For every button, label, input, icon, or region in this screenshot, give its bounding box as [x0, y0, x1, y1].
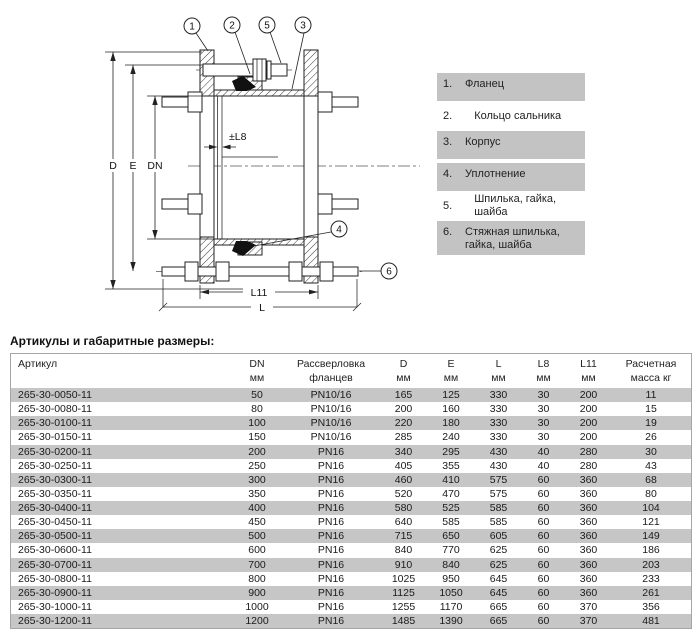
table-cell: 1000 — [245, 600, 269, 613]
table-cell: 80 — [251, 403, 263, 416]
table-cell: 650 — [442, 530, 460, 543]
column-header-drilling — [281, 354, 381, 388]
table-row — [11, 501, 691, 515]
table-cell: 700 — [248, 558, 266, 571]
table-row — [11, 586, 691, 600]
table-cell: 60 — [537, 600, 550, 613]
table-cell: 330 — [489, 431, 508, 444]
table-row — [11, 572, 691, 586]
legend-item-flange — [437, 73, 585, 101]
table-cell: 265-30-0200-11 — [18, 445, 92, 458]
table-cell: 665 — [489, 615, 508, 628]
column-header-line1: Расчетная — [625, 358, 677, 370]
table-cell: 470 — [442, 487, 460, 500]
table-cell: 280 — [579, 459, 598, 472]
table-cell: 500 — [248, 530, 266, 543]
table-cell: 1025 — [391, 572, 416, 585]
table-cell: 200 — [248, 445, 266, 458]
table-cell: 280 — [579, 445, 598, 458]
table-cell: 60 — [537, 586, 550, 599]
table-cell: 585 — [489, 516, 508, 529]
table-cell: 60 — [537, 487, 550, 500]
table-cell: 585 — [442, 516, 460, 529]
table-cell: 60 — [537, 502, 550, 515]
table-row — [11, 445, 691, 459]
table-cell: 11 — [645, 389, 657, 402]
column-header-l8 — [521, 354, 566, 388]
table-cell: 625 — [489, 558, 508, 571]
table-cell: 330 — [489, 389, 508, 402]
column-header-line2: мм — [443, 372, 459, 384]
spec-table — [10, 353, 692, 629]
table-cell: 481 — [642, 615, 660, 628]
table-row — [11, 487, 691, 501]
table-row — [11, 459, 691, 473]
table-cell: PN16 — [317, 459, 345, 472]
table-cell: 360 — [579, 530, 598, 543]
table-cell: PN16 — [317, 473, 345, 486]
table-cell: 200 — [394, 403, 413, 416]
table-cell: 150 — [248, 431, 266, 444]
table-cell: 360 — [579, 558, 598, 571]
table-cell: 50 — [251, 389, 263, 402]
table-cell: 645 — [489, 572, 508, 585]
table-cell: 265-30-1200-11 — [18, 615, 92, 628]
callout-1 — [184, 18, 208, 51]
dim-label-L11: L11 — [250, 287, 268, 299]
table-cell: 585 — [489, 502, 508, 515]
legend-item-number: 1. — [443, 78, 453, 90]
table-cell: 265-30-0700-11 — [18, 558, 92, 571]
column-header-line1: E — [447, 358, 455, 370]
dim-label-D: D — [109, 160, 117, 172]
table-cell: 15 — [645, 403, 657, 416]
table-cell: 265-30-1000-11 — [18, 600, 92, 613]
table-cell: 360 — [579, 586, 598, 599]
column-header-line2: мм — [581, 372, 596, 384]
column-header-line1: L — [495, 358, 502, 370]
table-cell: 30 — [537, 389, 550, 402]
table-cell: 600 — [248, 544, 266, 557]
table-cell: 265-30-0350-11 — [18, 487, 92, 500]
legend-item-label: Стяжная шпилька, гайка, шайба — [465, 226, 560, 251]
parts-legend — [437, 0, 585, 330]
table-cell: 360 — [579, 502, 598, 515]
column-header-line1: Артикул — [18, 358, 58, 370]
table-cell: PN16 — [317, 572, 345, 585]
table-cell: 104 — [642, 502, 660, 515]
table-cell: 665 — [489, 600, 508, 613]
table-cell: 220 — [394, 417, 413, 430]
legend-item-tie-rod — [437, 221, 585, 255]
legend-item-number: 3. — [443, 136, 453, 148]
table-cell: 1390 — [439, 615, 463, 628]
callout-2-number: 2 — [229, 20, 235, 32]
dim-label-E: E — [129, 160, 137, 172]
table-cell: PN16 — [317, 445, 345, 458]
legend-item-label: Кольцо сальника — [474, 109, 562, 122]
column-header-line2: мм — [249, 372, 265, 384]
column-header-line2: масса кг — [630, 372, 672, 384]
table-cell: 840 — [394, 544, 413, 557]
flange-right — [304, 50, 318, 283]
table-cell: 265-30-0050-11 — [18, 389, 92, 402]
table-cell: 160 — [442, 403, 460, 416]
table-cell: PN10/16 — [310, 389, 352, 402]
table-row — [11, 515, 691, 529]
table-cell: 265-30-0600-11 — [18, 544, 92, 557]
table-cell: PN16 — [317, 530, 345, 543]
table-cell: 149 — [642, 530, 660, 543]
legend-item-body — [437, 131, 585, 159]
table-cell: 900 — [248, 586, 266, 599]
table-cell: 450 — [248, 516, 266, 529]
table-cell: 30 — [537, 403, 550, 416]
table-cell: 350 — [248, 487, 266, 500]
table-cell: 180 — [442, 417, 460, 430]
table-row — [11, 416, 691, 430]
table-header — [11, 354, 691, 388]
column-header-dn — [233, 354, 281, 388]
table-cell: PN10/16 — [310, 403, 352, 416]
table-cell: 1170 — [439, 600, 463, 613]
legend-item-stud — [437, 191, 585, 221]
column-header-e — [426, 354, 476, 388]
column-header-line1: DN — [249, 358, 265, 370]
column-header-line1: L11 — [580, 358, 597, 370]
column-header-line1: D — [399, 358, 408, 370]
table-cell: 125 — [442, 389, 460, 402]
column-header-line1: L8 — [537, 358, 550, 370]
legend-item-label: Корпус — [465, 136, 501, 148]
table-cell: 26 — [645, 431, 657, 444]
table-cell: 200 — [579, 417, 598, 430]
table-cell: 430 — [489, 459, 508, 472]
table-cell: 285 — [394, 431, 413, 444]
callout-4-number: 4 — [336, 224, 342, 236]
table-cell: 200 — [579, 389, 598, 402]
table-row — [11, 402, 691, 416]
column-header-line2: мм — [491, 372, 506, 384]
table-cell: 200 — [579, 403, 598, 416]
flange-studs — [162, 92, 358, 214]
column-header-l — [476, 354, 521, 388]
table-cell: 186 — [642, 544, 660, 557]
table-cell: 340 — [394, 445, 413, 458]
table-cell: 295 — [442, 445, 460, 458]
column-header-line2: мм — [536, 372, 551, 384]
table-cell: 43 — [645, 459, 657, 472]
table-cell: 250 — [248, 459, 266, 472]
table-cell: 910 — [394, 558, 413, 571]
table-cell: 300 — [248, 473, 266, 486]
tie-rod — [162, 262, 358, 281]
column-header-mass — [611, 354, 691, 388]
table-cell: PN16 — [317, 487, 345, 500]
column-header-line2: фланцев — [309, 372, 353, 384]
table-cell: 60 — [537, 473, 550, 486]
table-cell: 360 — [579, 544, 598, 557]
column-header-line2: мм — [396, 372, 411, 384]
table-cell: 60 — [537, 516, 550, 529]
table-cell: 60 — [537, 558, 550, 571]
table-cell: 1050 — [439, 586, 463, 599]
table-cell: 30 — [537, 417, 550, 430]
legend-item-number: 4. — [443, 168, 453, 180]
table-cell: 360 — [579, 516, 598, 529]
table-cell: 265-30-0900-11 — [18, 586, 92, 599]
table-cell: 30 — [537, 431, 550, 444]
table-cell: 370 — [579, 615, 598, 628]
table-cell: 580 — [394, 502, 413, 515]
table-title: Артикулы и габаритные размеры: — [10, 334, 215, 348]
table-cell: 400 — [248, 502, 266, 515]
table-cell: 1200 — [245, 615, 269, 628]
legend-item-gland-ring — [437, 101, 585, 131]
table-cell: PN16 — [317, 586, 345, 599]
table-cell: 1255 — [391, 600, 416, 613]
table-cell: 30 — [645, 445, 657, 458]
table-cell: 60 — [537, 530, 550, 543]
table-row — [11, 388, 691, 402]
table-cell: 950 — [442, 572, 460, 585]
callout-5-number: 5 — [264, 20, 270, 32]
legend-item-label: Уплотнение — [465, 168, 526, 180]
table-cell: PN16 — [317, 502, 345, 515]
flange-left — [200, 50, 214, 283]
column-header-line1: Рассверловка — [296, 358, 366, 370]
column-header-l11 — [566, 354, 611, 388]
legend-item-number: 6. — [443, 226, 453, 238]
table-cell: 80 — [645, 487, 657, 500]
table-cell: 360 — [579, 572, 598, 585]
table-row — [11, 529, 691, 543]
table-cell: 100 — [248, 417, 266, 430]
legend-item-number: 5. — [443, 200, 453, 212]
table-cell: 410 — [442, 473, 460, 486]
table-cell: 40 — [537, 459, 550, 472]
table-cell: 575 — [489, 473, 508, 486]
table-cell: 645 — [489, 586, 508, 599]
table-cell: 800 — [248, 572, 266, 585]
table-cell: 370 — [579, 600, 598, 613]
legend-item-seal — [437, 163, 585, 191]
table-cell: 60 — [537, 544, 550, 557]
table-cell: 330 — [489, 417, 508, 430]
table-cell: 520 — [394, 487, 413, 500]
table-cell: 715 — [394, 530, 413, 543]
table-cell: PN10/16 — [310, 431, 352, 444]
table-cell: 265-30-0800-11 — [18, 572, 92, 585]
table-cell: 405 — [394, 459, 413, 472]
table-cell: 265-30-0100-11 — [18, 417, 92, 430]
callout-1-number: 1 — [189, 21, 195, 33]
dim-label-L: L — [259, 302, 265, 314]
table-cell: PN16 — [317, 600, 345, 613]
table-cell: 60 — [537, 615, 550, 628]
table-cell: 60 — [537, 572, 550, 585]
table-cell: PN16 — [317, 558, 345, 571]
dim-label-L8: ±L8 — [229, 131, 247, 143]
table-cell: 240 — [442, 431, 460, 444]
table-row — [11, 430, 691, 444]
table-cell: 460 — [394, 473, 413, 486]
table-cell: 355 — [442, 459, 460, 472]
table-cell: 625 — [489, 544, 508, 557]
table-cell: 770 — [442, 544, 460, 557]
table-cell: 200 — [579, 431, 598, 444]
table-row — [11, 600, 691, 614]
table-cell: 121 — [642, 516, 660, 529]
callout-3-number: 3 — [300, 20, 306, 32]
table-cell: 265-30-0150-11 — [18, 431, 92, 444]
table-cell: 265-30-0080-11 — [18, 403, 92, 416]
table-row — [11, 543, 691, 557]
table-cell: 19 — [645, 417, 657, 430]
dimension-L11 — [200, 285, 318, 299]
table-cell: 605 — [489, 530, 508, 543]
table-cell: 265-30-0300-11 — [18, 473, 92, 486]
callout-5 — [259, 17, 281, 63]
table-row — [11, 614, 691, 628]
table-cell: 233 — [642, 572, 660, 585]
table-cell: 360 — [579, 487, 598, 500]
gland-seal-bottom — [232, 241, 262, 256]
table-cell: 1125 — [392, 586, 415, 599]
column-header-article — [11, 354, 233, 388]
table-cell: 265-30-0400-11 — [18, 502, 92, 515]
table-cell: 360 — [579, 473, 598, 486]
column-header-d — [381, 354, 426, 388]
table-cell: 165 — [394, 389, 413, 402]
table-cell: PN16 — [317, 615, 345, 628]
table-cell: PN10/16 — [310, 417, 352, 430]
table-cell: 203 — [642, 558, 660, 571]
table-cell: 356 — [642, 600, 660, 613]
table-cell: 265-30-0250-11 — [18, 459, 92, 472]
table-row — [11, 473, 691, 487]
table-cell: 261 — [642, 586, 660, 599]
callout-6 — [359, 263, 397, 279]
table-cell: PN16 — [317, 516, 345, 529]
table-cell: 640 — [394, 516, 413, 529]
legend-item-label: Шпилька, гайка, шайба — [474, 193, 557, 218]
callout-6-number: 6 — [386, 266, 392, 278]
table-cell: 430 — [489, 445, 508, 458]
table-cell: 1485 — [391, 615, 416, 628]
table-body — [11, 388, 691, 628]
table-row — [11, 558, 691, 572]
table-cell: 265-30-0500-11 — [18, 530, 92, 543]
table-cell: 525 — [442, 502, 460, 515]
table-cell: PN16 — [317, 544, 345, 557]
dim-label-DN: DN — [147, 160, 163, 172]
body-section — [214, 90, 304, 245]
table-cell: 840 — [442, 558, 460, 571]
table-cell: 265-30-0450-11 — [18, 516, 92, 529]
table-cell: 330 — [489, 403, 508, 416]
table-cell: 68 — [645, 473, 657, 486]
table-cell: 575 — [489, 487, 508, 500]
legend-item-number: 2. — [443, 110, 453, 122]
legend-item-label: Фланец — [465, 78, 505, 90]
table-cell: 40 — [537, 445, 550, 458]
